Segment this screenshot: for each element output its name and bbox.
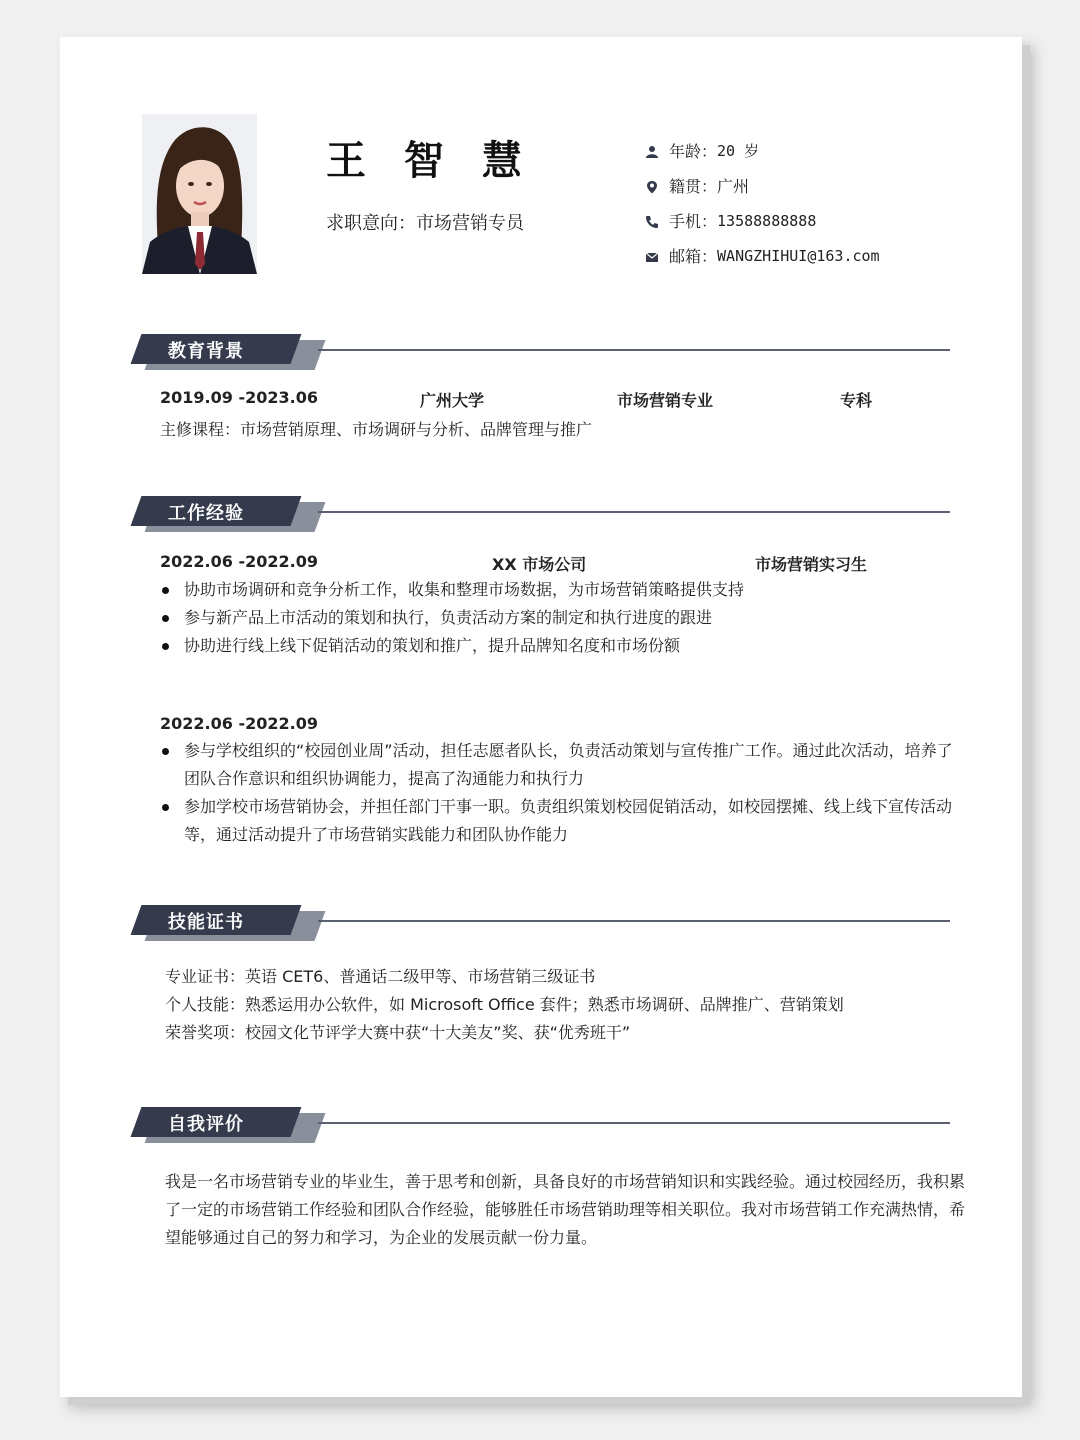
- self-evaluation-text: 我是一名市场营销专业的毕业生，善于思考和创新，具备良好的市场营销知识和实践经验。通过校园经历，我积累了一定的市场营销工作经验和团队合作经验，能够胜任市场营销助理等相关职位。我对市场营销工作充满热情，希望能够通过自己的努力和学习，为企业的发展贡献一份力量。: [165, 1172, 966, 1247]
- divider: [318, 511, 950, 513]
- job1-company: XX 市场公司: [492, 555, 587, 574]
- age-label: 年龄：: [669, 142, 718, 161]
- candidate-name: 王 智 慧: [326, 138, 534, 184]
- list-item: 参与新产品上市活动的策划和执行，负责活动方案的制定和执行进度的跟进: [160, 604, 980, 632]
- education-period: 2019.09 -2023.06: [160, 388, 318, 407]
- hometown-label: 籍贯：: [669, 177, 718, 196]
- education-courses: 主修课程：市场营销原理、市场调研与分析、品牌管理与推广: [160, 420, 593, 439]
- skills-honors: 荣誉奖项：校园文化节评学大赛中获“十大美友”奖、获“优秀班干”: [165, 1023, 631, 1042]
- contact-email: [645, 239, 880, 274]
- email-label: 邮箱：: [669, 247, 718, 266]
- resume-page: [60, 37, 1022, 1397]
- contact-hometown: [645, 169, 880, 204]
- list-item: 协助市场调研和竞争分析工作，收集和整理市场数据，为市场营销策略提供支持: [160, 576, 980, 604]
- section-title: 自我评价: [168, 1114, 244, 1135]
- contact-phone: [645, 204, 880, 239]
- list-item: 参加学校市场营销协会，并担任部门干事一职。负责组织策划校园促销活动，如校园摆摊、线上线下宣传活动等，通过活动提升了市场营销实践能力和团队协作能力: [160, 793, 960, 849]
- job2-duties: [160, 737, 960, 849]
- section-title: 技能证书: [168, 912, 244, 933]
- list-item: 参与学校组织的“校园创业周”活动，担任志愿者队长，负责活动策划与宣传推广工作。通过此次活动，培养了团队合作意识和组织协调能力，提高了沟通能力和执行力: [160, 737, 960, 793]
- skills-abilities: 个人技能：熟悉运用办公软件，如 Microsoft Office 套件；熟悉市场调研、品牌推广、营销策划: [165, 995, 844, 1014]
- section-education-header: [130, 334, 950, 368]
- divider: [318, 920, 950, 922]
- section-self-header: [130, 1107, 950, 1141]
- age-value: 20 岁: [717, 142, 760, 160]
- contact-age: [645, 134, 880, 169]
- education-major: 市场营销专业: [617, 391, 714, 410]
- profile-photo: [142, 114, 257, 274]
- education-degree: 专科: [840, 391, 873, 410]
- education-school: 广州大学: [420, 391, 485, 410]
- section-title: 工作经验: [168, 503, 244, 524]
- phone-icon: [645, 215, 659, 229]
- divider: [318, 349, 950, 351]
- email-value: WANGZHIHUI@163.com: [717, 247, 880, 265]
- job2-period: 2022.06 -2022.09: [160, 714, 318, 733]
- contact-list: [645, 134, 880, 274]
- job1-duties: [160, 576, 980, 660]
- person-icon: [645, 145, 659, 159]
- phone-label: 手机：: [669, 212, 718, 231]
- section-work-header: [130, 496, 950, 530]
- job1-position: 市场营销实习生: [755, 555, 868, 574]
- list-item: 协助进行线上线下促销活动的策划和推广，提升品牌知名度和市场份额: [160, 632, 980, 660]
- section-title: 教育背景: [168, 341, 244, 362]
- skills-certificates: 专业证书：英语 CET6、普通话二级甲等、市场营销三级证书: [165, 967, 596, 986]
- job-intent: 求职意向：市场营销专员: [326, 213, 524, 234]
- section-skills-header: [130, 905, 950, 939]
- mail-icon: [645, 250, 659, 264]
- phone-value: 13588888888: [717, 212, 817, 230]
- hometown-value: 广州: [717, 177, 750, 196]
- divider: [318, 1122, 950, 1124]
- location-icon: [645, 180, 659, 194]
- job1-period: 2022.06 -2022.09: [160, 552, 318, 571]
